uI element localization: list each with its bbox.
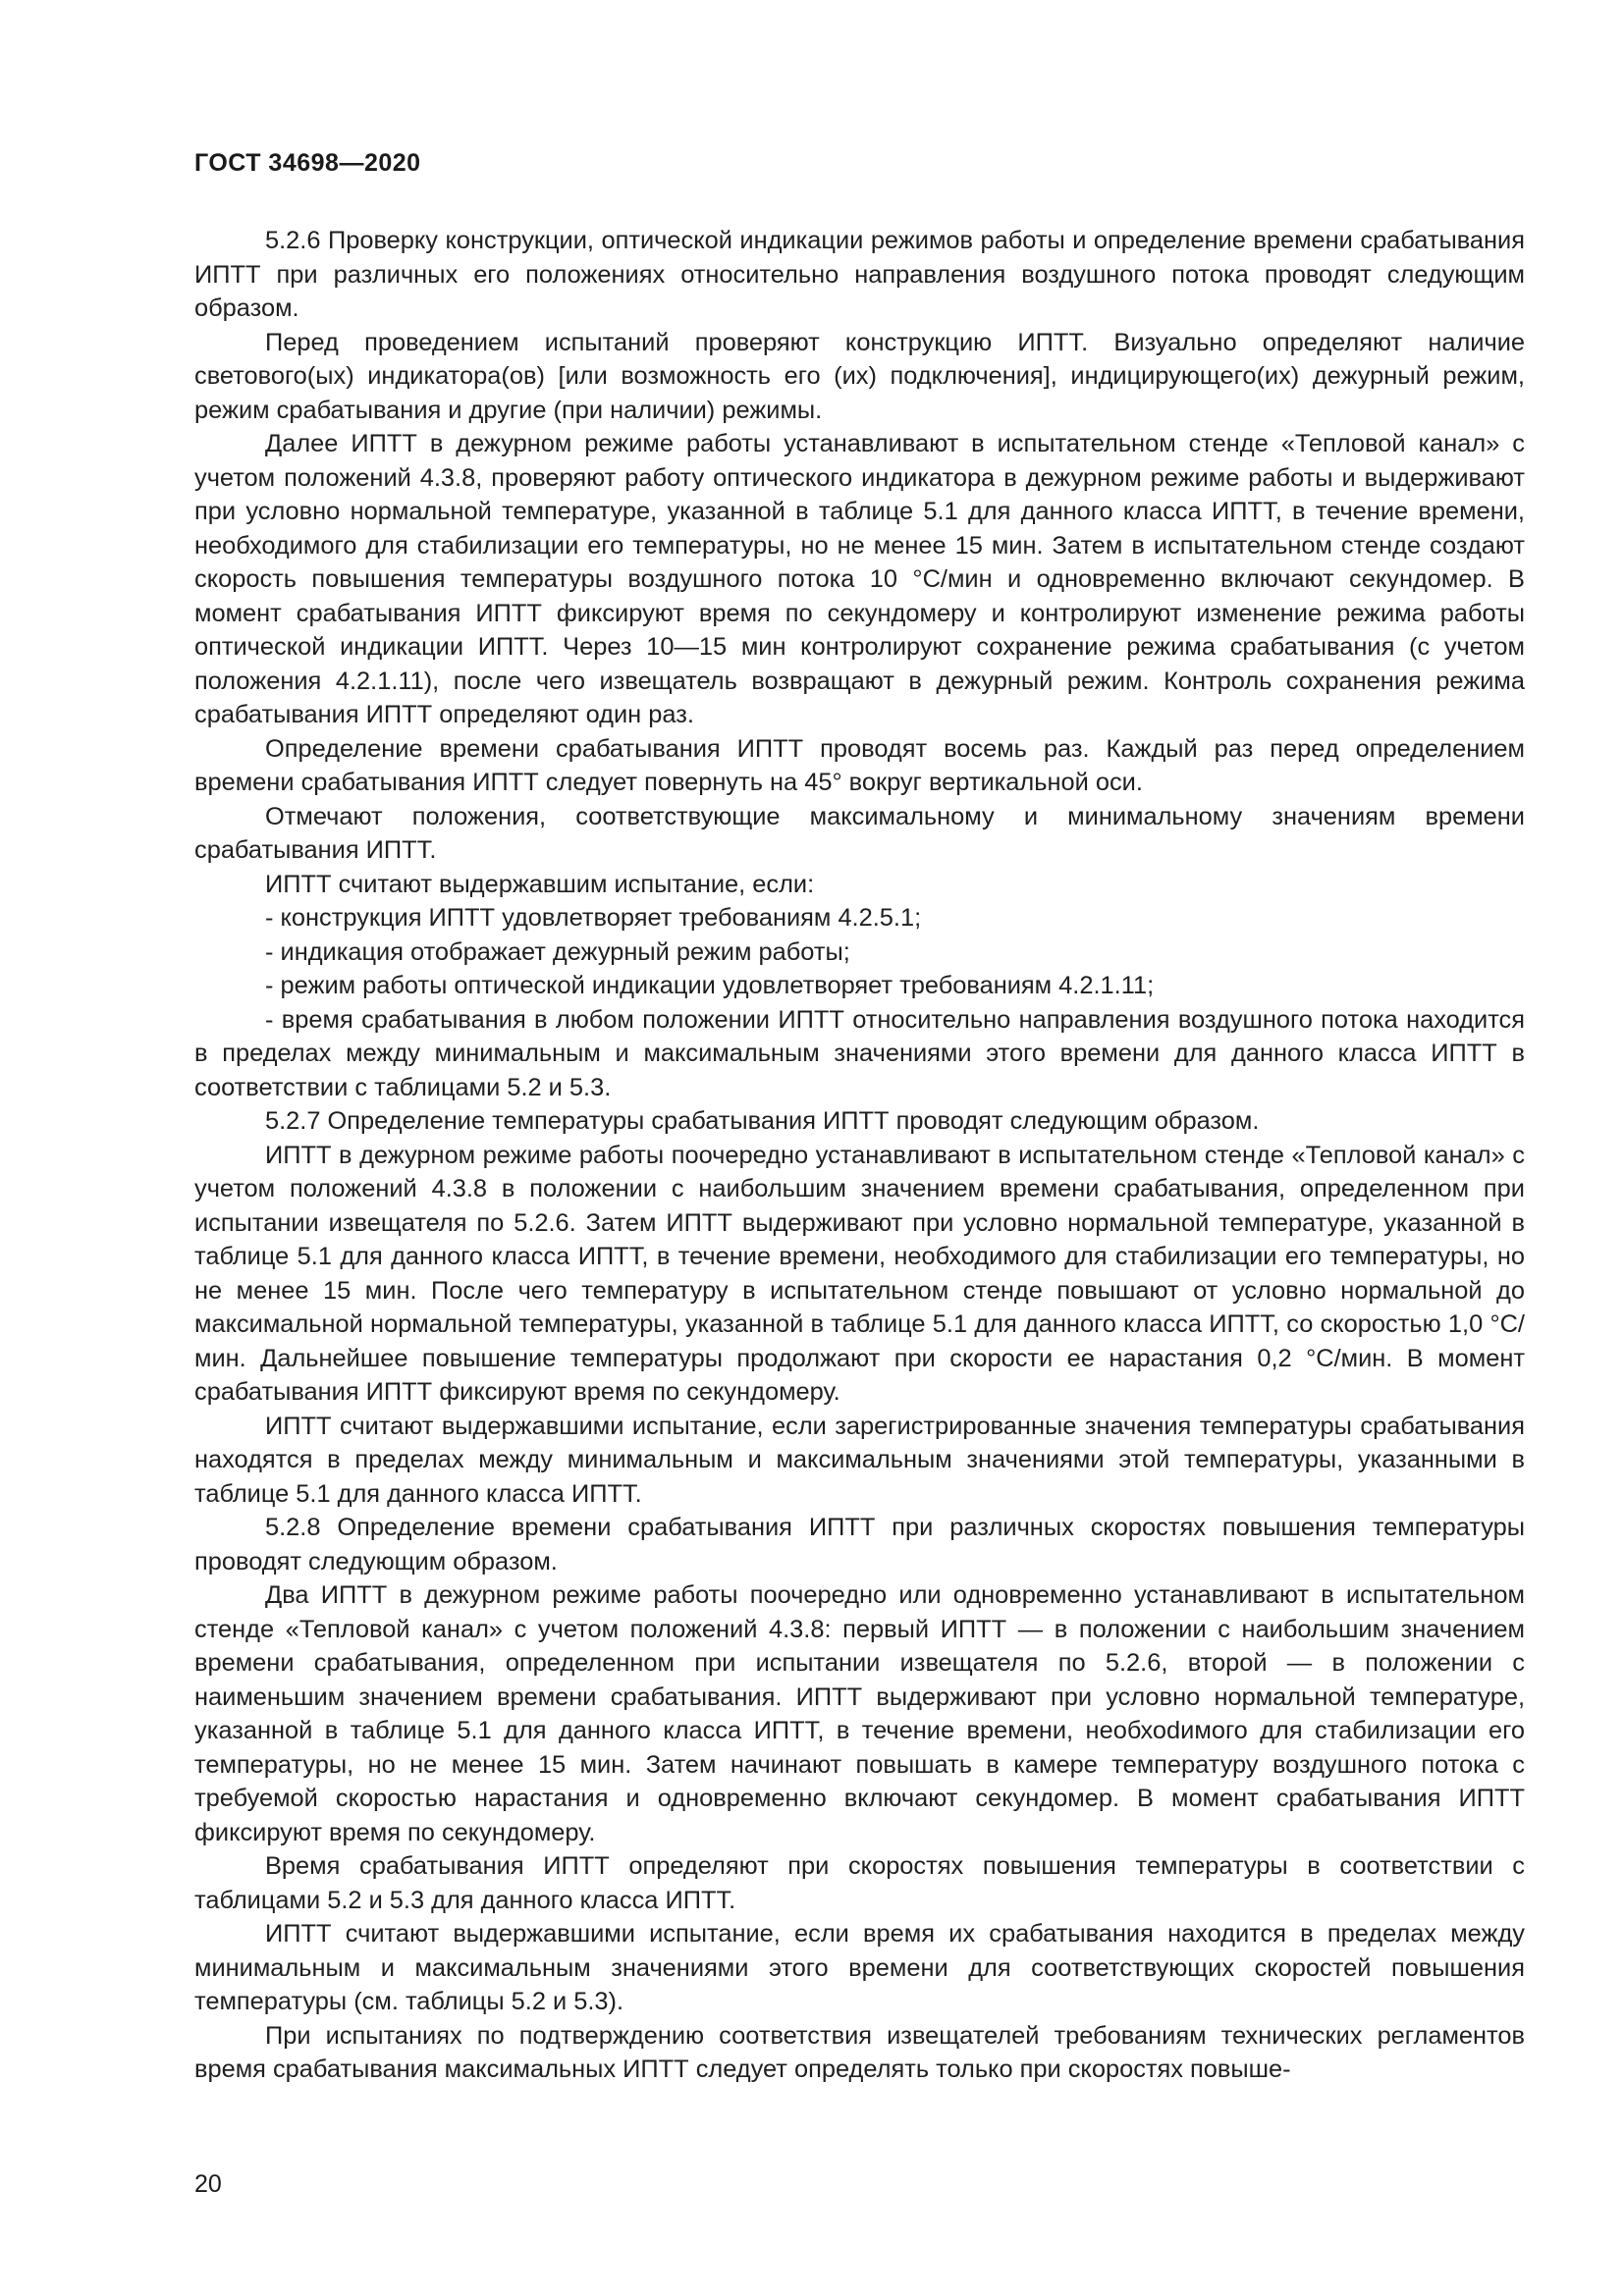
document-body [194, 224, 1525, 2087]
page-number: 20 [194, 2170, 222, 2198]
paragraph-5-2-7-intro: 5.2.7 Определение температуры срабатывания ИПТТ проводят следующим образом. [265, 1107, 1260, 1135]
paragraph-construction-check: Перед проведением испытаний проверяют конструкцию ИПТТ. Визуально определяют наличие светового(ых) индикатора(ов) [или возможность его (их) подключения], индицирующего(их) дежурный режим, режим срабатывания и другие (при наличии) режимы. [194, 328, 1525, 424]
list-item-construction: - конструкция ИПТТ удовлетворяет требованиям 4.2.5.1; [265, 904, 922, 932]
paragraph-rate-pass-criteria: ИПТТ считают выдержавшими испытание, если время их срабатывания находится в пределах между минимальным и максимальным значениями этого времени для соответствующих скоростей повышения температуры (см. таблицы 5.2 и 5.3). [194, 1920, 1525, 2015]
list-item-optical-mode: - режим работы оптической индикации удовлетворяет требованиям 4.2.1.11; [265, 972, 1155, 999]
paragraph-conformity-tests: При испытаниях по подтверждению соответствия извещателей требованиям технических регламентов время срабатывания максимальных ИПТТ следует определять только при скоростях повыше- [194, 2021, 1525, 2083]
paragraph-mark-positions: Отмечают положения, соответствующие максимальному и минимальному значениям времени срабатывания ИПТТ. [194, 802, 1525, 864]
paragraph-eight-measurements: Определение времени срабатывания ИПТТ проводят восемь раз. Каждый раз перед определением времени срабатывания ИПТТ следует повернуть на 45° вокруг вертикальной оси. [194, 734, 1525, 796]
paragraph-5-2-6-intro: 5.2.6 Проверку конструкции, оптической индикации режимов работы и определение времени срабатывания ИПТТ при различных его положениях относительно направления воздушного потока проводят следующим образом. [194, 227, 1525, 322]
list-item-response-time: - время срабатывания в любом положении ИПТТ относительно направления воздушного потока находится в пределах между минимальным и максимальным значениями этого времени для данного класса ИПТТ в соответствии с таблицами 5.2 и 5.3. [194, 1005, 1525, 1101]
list-item-indication: - индикация отображает дежурный режим работы; [265, 937, 850, 966]
paragraph-two-detectors-procedure: Два ИПТТ в дежурном режиме работы поочередно или одновременно устанавливают в испытательном стенде «Тепловой канал» с учетом положений 4.3.8: первый ИПТТ — в положении с наибольшим значением времени срабатывания, определенном при испытании извещателя по 5.2.6, второй — в положении с наименьшим значением времени срабатывания. ИПТТ выдерживают при условно нормальной температуре, указанной в таблице 5.1 для данного класса ИПТТ, в течение времени, необхоdимого для стабилизации его температуры, но не менее 15 мин. Затем начинают повышать в камере температуру воздушного потока с требуемой скоростью нарастания и одновременно включают секундомер. В момент срабатывания ИПТТ фиксируют время по секундомеру. [194, 1581, 1525, 1846]
paragraph-temperature-procedure: ИПТТ в дежурном режиме работы поочередно устанавливают в испытательном стенде «Тепловой канал» с учетом положений 4.3.8 в положении с наибольшим значением времени срабатывания, определенном при испытании извещателя по 5.2.6. Затем ИПТТ выдерживают при условно нормальной температуре, указанной в таблице 5.1 для данного класса ИПТТ, в течение времени, необходимого для стабилизации его температуры, но не менее 15 мин. После чего температуру в испытательном стенде повышают от условно нормальной до максимальной нормальной температуры, указанной в таблице 5.1 для данного класса ИПТТ, со скоростью 1,0 °С/мин. Дальнейшее повышение температуры продолжают при скорости ее нарастания 0,2 °С/мин. В момент срабатывания ИПТТ фиксируют время по секундомеру. [194, 1141, 1525, 1406]
paragraph-5-2-8-intro: 5.2.8 Определение времени срабатывания ИПТТ при различных скоростях повышения температуры проводят следующим образом. [194, 1514, 1525, 1575]
paragraph-rate-tables: Время срабатывания ИПТТ определяют при скоростях повышения температуры в соответствии с таблицами 5.2 и 5.3 для данного класса ИПТТ. [194, 1852, 1525, 1914]
paragraph-temperature-pass-criteria: ИПТТ считают выдержавшими испытание, если зарегистрированные значения температуры срабатывания находятся в пределах между минимальным и максимальным значениями этой температуры, указанными в таблице 5.1 для данного класса ИПТТ. [194, 1412, 1525, 1508]
paragraph-thermal-channel-procedure: Далее ИПТТ в дежурном режиме работы устанавливают в испытательном стенде «Тепловой канал» с учетом положений 4.3.8, проверяют работу оптического индикатора в дежурном режиме работы и выдерживают при условно нормальной температуре, указанной в таблице 5.1 для данного класса ИПТТ, в течение времени, необходимого для стабилизации его температуры, но не менее 15 мин. Затем в испытательном стенде создают скорость повышения температуры воздушного потока 10 °С/мин и одновременно включают секундомер. В момент срабатывания ИПТТ фиксируют время по секундомеру и контролируют изменение режима работы оптической индикации ИПТТ. Через 10—15 мин контролируют сохранение режима срабатывания (с учетом положения 4.2.1.11), после чего извещатель возвращают в дежурный режим. Контроль сохранения режима срабатывания ИПТТ определяют один раз. [194, 430, 1525, 728]
paragraph-pass-criteria-intro: ИПТТ считают выдержавшим испытание, если: [265, 870, 815, 898]
document-header-title: ГОСТ 34698—2020 [194, 149, 421, 177]
